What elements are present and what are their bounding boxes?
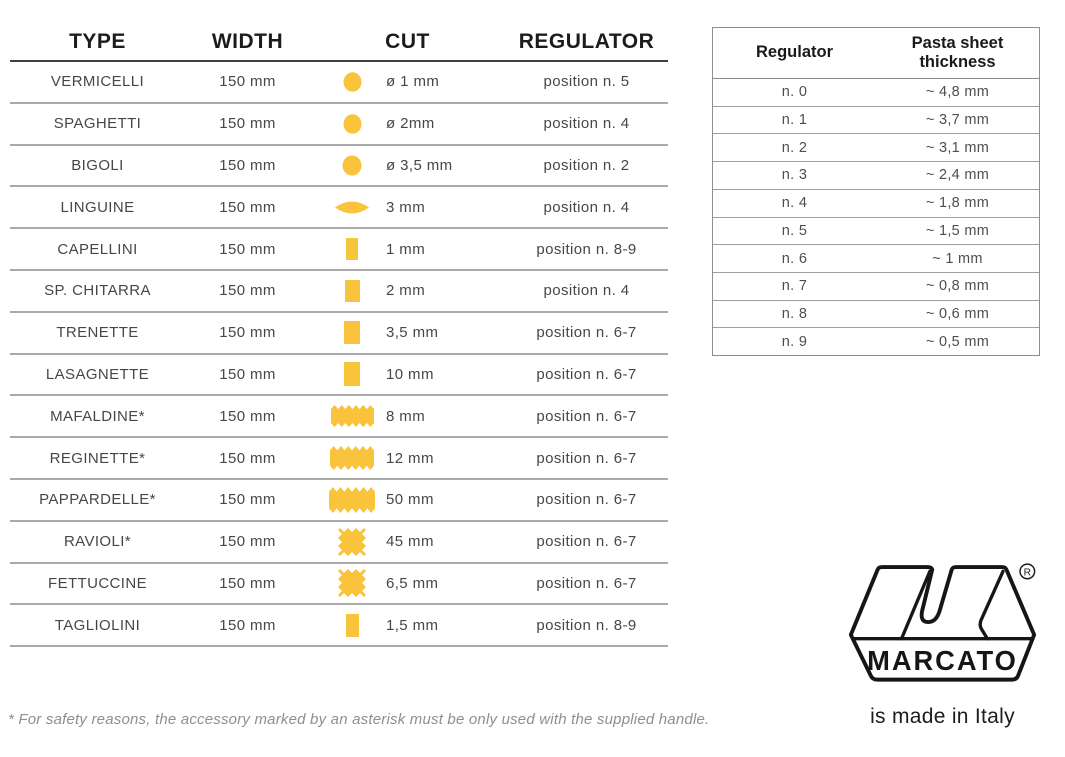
cut-size-label: 10 mm bbox=[386, 365, 434, 383]
cut-size-label: 45 mm bbox=[386, 533, 434, 551]
zigzag-band-cut-icon bbox=[328, 405, 376, 427]
pasta-width: 150 mm bbox=[219, 198, 276, 216]
cut-size-label: 2 mm bbox=[386, 282, 426, 300]
spec-table-header bbox=[10, 24, 668, 62]
rectangle-cut-icon bbox=[328, 614, 376, 637]
regulator-position: position n. 6-7 bbox=[536, 574, 637, 592]
regulator-position: position n. 6-7 bbox=[536, 449, 637, 467]
table-row bbox=[713, 218, 1039, 246]
pasta-cut-cell bbox=[310, 614, 505, 637]
cut-size-label: 1,5 mm bbox=[386, 616, 439, 634]
sheet-thickness: ~ 2,4 mm bbox=[925, 167, 990, 184]
lens-cut-icon bbox=[328, 200, 376, 215]
pasta-width: 150 mm bbox=[219, 73, 276, 91]
table-row bbox=[10, 355, 668, 397]
table-row bbox=[10, 146, 668, 188]
cut-size-label: 50 mm bbox=[386, 491, 434, 509]
pasta-cut-cell bbox=[310, 155, 505, 176]
pasta-cut-cell bbox=[310, 405, 505, 427]
rectangle-cut-icon bbox=[328, 280, 376, 302]
sheet-thickness: ~ 4,8 mm bbox=[925, 84, 990, 101]
circle-cut-icon bbox=[328, 155, 376, 176]
table-row bbox=[10, 438, 668, 480]
pasta-type: PAPPARDELLE* bbox=[39, 491, 156, 509]
regulator-position: position n. 4 bbox=[543, 115, 630, 133]
pasta-cut-cell bbox=[310, 280, 505, 302]
column-header-width: WIDTH bbox=[211, 30, 284, 53]
regulator-thickness-table bbox=[712, 27, 1040, 356]
table-row bbox=[10, 313, 668, 355]
regulator-position: position n. 6-7 bbox=[536, 533, 637, 551]
pasta-width: 150 mm bbox=[219, 156, 276, 174]
rectangle-cut-icon bbox=[328, 238, 376, 260]
table-row bbox=[713, 301, 1039, 329]
sheet-thickness: ~ 1,8 mm bbox=[925, 195, 990, 212]
sheet-thickness: ~ 3,7 mm bbox=[925, 112, 990, 129]
pasta-cut-cell bbox=[310, 321, 505, 344]
cut-size-label: 8 mm bbox=[386, 407, 426, 425]
cut-size-label: 6,5 mm bbox=[386, 574, 439, 592]
rectangle-cut-icon bbox=[328, 362, 376, 386]
pasta-width: 150 mm bbox=[219, 324, 276, 342]
pasta-type: CAPELLINI bbox=[57, 240, 138, 258]
pasta-cut-cell bbox=[310, 487, 505, 513]
regulator-number: n. 0 bbox=[781, 84, 808, 101]
pasta-type: SP. CHITARRA bbox=[44, 282, 151, 300]
regulator-number: n. 4 bbox=[781, 195, 808, 212]
table-row bbox=[713, 328, 1039, 355]
sheet-thickness: ~ 0,6 mm bbox=[925, 305, 990, 322]
cut-size-label: 1 mm bbox=[386, 240, 426, 258]
table-row bbox=[713, 134, 1039, 162]
cut-size-label: 3,5 mm bbox=[386, 324, 439, 342]
pasta-cut-cell bbox=[310, 528, 505, 556]
pasta-width: 150 mm bbox=[219, 240, 276, 258]
pasta-type: TAGLIOLINI bbox=[54, 616, 141, 634]
zigzag-square-cut-icon bbox=[328, 528, 376, 556]
table-row bbox=[713, 162, 1039, 190]
column-header-type: TYPE bbox=[69, 30, 126, 53]
pasta-cut-cell bbox=[310, 199, 505, 216]
table-row bbox=[713, 190, 1039, 218]
pasta-type: VERMICELLI bbox=[50, 73, 145, 91]
pasta-cut-cell bbox=[310, 569, 505, 597]
table-row bbox=[713, 107, 1039, 135]
pasta-width: 150 mm bbox=[219, 449, 276, 467]
circle-cut-icon bbox=[328, 72, 376, 92]
pasta-width: 150 mm bbox=[219, 491, 276, 509]
sheet-thickness: ~ 1 mm bbox=[932, 250, 983, 267]
pasta-type: LASAGNETTE bbox=[45, 365, 150, 383]
table-row bbox=[10, 187, 668, 229]
pasta-width: 150 mm bbox=[219, 616, 276, 634]
table-row bbox=[10, 480, 668, 522]
pasta-type: SPAGHETTI bbox=[53, 115, 142, 133]
regulator-number: n. 7 bbox=[781, 278, 808, 295]
regulator-position: position n. 8-9 bbox=[536, 616, 637, 634]
table-row bbox=[713, 79, 1039, 107]
regulator-number: n. 9 bbox=[781, 333, 808, 350]
marcato-logo-icon bbox=[845, 556, 1040, 696]
cut-size-label: 12 mm bbox=[386, 449, 434, 467]
safety-footnote: * For safety reasons, the accessory marked by an asterisk must be only used with the supplied handle. bbox=[8, 711, 710, 728]
marcato-logo bbox=[845, 556, 1040, 729]
rectangle-cut-icon bbox=[328, 321, 376, 344]
table-row bbox=[713, 273, 1039, 301]
regulator-position: position n. 6-7 bbox=[536, 407, 637, 425]
pasta-width: 150 mm bbox=[219, 282, 276, 300]
zigzag-band-cut-icon bbox=[328, 487, 376, 513]
pasta-type: LINGUINE bbox=[60, 198, 135, 216]
column-header-regulator: Regulator bbox=[755, 43, 833, 62]
regulator-position: position n. 8-9 bbox=[536, 240, 637, 258]
cut-size-label: ø 1 mm bbox=[386, 73, 440, 91]
sheet-thickness: ~ 0,8 mm bbox=[925, 278, 990, 295]
pasta-type: TRENETTE bbox=[56, 324, 139, 342]
pasta-type: FETTUCCINE bbox=[48, 574, 147, 592]
table-row bbox=[10, 396, 668, 438]
pasta-cut-cell bbox=[310, 238, 505, 260]
circle-cut-icon bbox=[328, 114, 376, 134]
regulator-number: n. 8 bbox=[781, 305, 808, 322]
regulator-position: position n. 5 bbox=[543, 73, 630, 91]
column-header-cut: CUT bbox=[385, 30, 430, 53]
cut-size-label: ø 2mm bbox=[386, 115, 435, 133]
regulator-position: position n. 6-7 bbox=[536, 324, 637, 342]
pasta-width: 150 mm bbox=[219, 533, 276, 551]
table-row bbox=[10, 522, 668, 564]
table-row bbox=[10, 605, 668, 647]
pasta-width: 150 mm bbox=[219, 115, 276, 133]
regulator-position: position n. 4 bbox=[543, 198, 630, 216]
table-row bbox=[10, 564, 668, 606]
zigzag-band-cut-icon bbox=[328, 446, 376, 470]
cut-size-label: ø 3,5 mm bbox=[386, 156, 453, 174]
pasta-width: 150 mm bbox=[219, 365, 276, 383]
cut-spec-table bbox=[10, 24, 668, 647]
table-row bbox=[10, 229, 668, 271]
pasta-cut-cell bbox=[310, 72, 505, 92]
regulator-position: position n. 2 bbox=[543, 156, 630, 174]
pasta-width: 150 mm bbox=[219, 574, 276, 592]
pasta-cut-cell bbox=[310, 362, 505, 386]
regulator-table-header bbox=[713, 28, 1039, 79]
regulator-position: position n. 6-7 bbox=[536, 365, 637, 383]
sheet-thickness: ~ 3,1 mm bbox=[925, 139, 990, 156]
regulator-position: position n. 4 bbox=[543, 282, 630, 300]
sheet-thickness: ~ 1,5 mm bbox=[925, 222, 990, 239]
column-header-thickness: Pasta sheet thickness bbox=[911, 33, 1004, 71]
table-row bbox=[10, 62, 668, 104]
regulator-number: n. 3 bbox=[781, 167, 808, 184]
pasta-type: BIGOLI bbox=[71, 156, 124, 174]
zigzag-square-cut-icon bbox=[328, 569, 376, 597]
pasta-width: 150 mm bbox=[219, 407, 276, 425]
brand-name: MARCATO bbox=[867, 644, 1018, 676]
pasta-type: MAFALDINE* bbox=[50, 407, 145, 425]
regulator-number: n. 1 bbox=[781, 112, 808, 129]
regulator-position: position n. 6-7 bbox=[536, 491, 637, 509]
pasta-type: RAVIOLI* bbox=[63, 533, 132, 551]
pasta-cut-cell bbox=[310, 114, 505, 134]
table-row bbox=[713, 245, 1039, 273]
pasta-cut-cell bbox=[310, 446, 505, 470]
regulator-number: n. 5 bbox=[781, 222, 808, 239]
cut-size-label: 3 mm bbox=[386, 198, 426, 216]
regulator-number: n. 2 bbox=[781, 139, 808, 156]
table-row bbox=[10, 104, 668, 146]
column-header-regulator: REGULATOR bbox=[518, 30, 655, 53]
logo-tagline: is made in Italy bbox=[870, 705, 1015, 728]
registered-letter: R bbox=[1023, 567, 1032, 579]
table-row bbox=[10, 271, 668, 313]
sheet-thickness: ~ 0,5 mm bbox=[925, 333, 990, 350]
pasta-type: REGINETTE* bbox=[49, 449, 146, 467]
regulator-number: n. 6 bbox=[781, 250, 808, 267]
